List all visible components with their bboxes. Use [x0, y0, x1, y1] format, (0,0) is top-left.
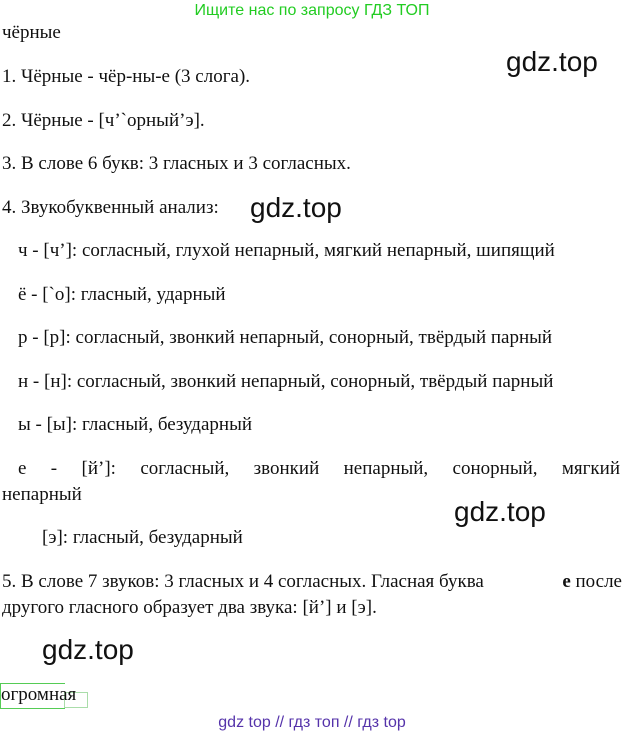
line-analysis-heading: 4. Звукобуквенный анализ: — [2, 197, 219, 218]
analysis-y: ы - [ы]: гласный, безударный — [18, 414, 253, 435]
watermark: gdz.top — [250, 192, 342, 223]
watermark: gdz.top — [454, 496, 546, 527]
next-word: огромная — [1, 684, 77, 705]
line-sound-count-2: другого гласного образует два звука: [й’] и [э]. — [2, 597, 377, 618]
search-banner: Ищите нас по запросу ГДЗ ТОП — [194, 2, 430, 19]
line-transcription: 2. Чёрные - [ч’`орный’э]. — [2, 110, 205, 131]
analysis-n: н - [н]: согласный, звонкий непарный, сонорный, твёрдый парный — [18, 371, 554, 392]
analysis-e-line2: непарный — [2, 484, 82, 505]
word-title: чёрные — [2, 22, 61, 43]
bold-letter: е — [562, 571, 571, 592]
analysis-r: р - [р]: согласный, звонкий непарный, сонорный, твёрдый парный — [18, 327, 553, 348]
line-letter-count: 3. В слове 6 букв: 3 гласных и 3 согласных. — [2, 153, 351, 174]
line-syllables: 1. Чёрные - чёр-ны-е (3 слога). — [2, 66, 251, 87]
line-sound-count-text: 5. В слове 7 звуков: 3 гласных и 4 согласных. Гласная буква — [2, 571, 484, 592]
analysis-e2: [э]: гласный, безударный — [42, 527, 243, 548]
line-sound-count-after: после — [575, 571, 622, 592]
watermark: gdz.top — [42, 634, 134, 665]
footer-links: gdz top // гдз топ // гдз top — [218, 714, 406, 731]
analysis-e-line1: е - [й’]: согласный, звонкий непарный, сонорный, мягкий — [18, 458, 620, 479]
analysis-ch: ч - [ч’]: согласный, глухой непарный, мягкий непарный, шипящий — [18, 240, 555, 261]
watermark: gdz.top — [506, 46, 598, 77]
line-sound-count-1 — [2, 571, 622, 593]
line-sound-count-tail — [562, 571, 622, 593]
analysis-yo: ё - [`о]: гласный, ударный — [18, 284, 226, 305]
